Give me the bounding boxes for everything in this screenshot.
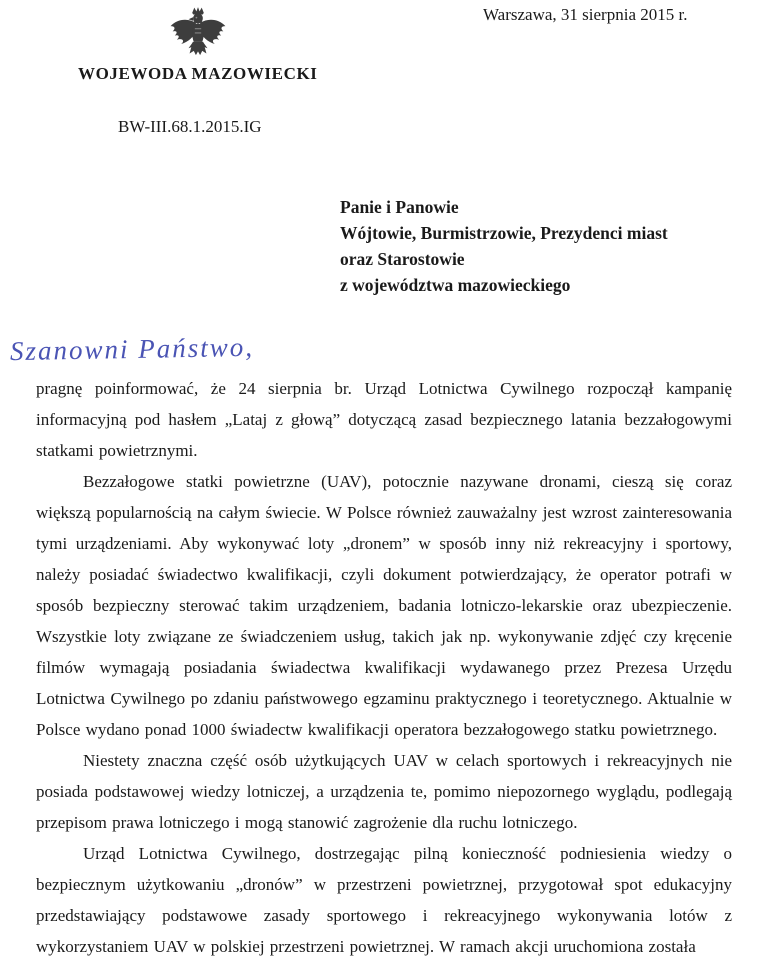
sender-title: WOJEWODA MAZOWIECKI <box>78 64 318 83</box>
recipient-line: Wójtowie, Burmistrzowie, Prezydenci miast <box>340 223 668 243</box>
body-paragraph: pragnę poinformować, że 24 sierpnia br. Urząd Lotnictwa Cywilnego rozpoczął kampanię informacyjną pod hasłem „Lataj z głową” dotyczącą zasad bezpiecznego latania bezzałogowymi statkami powietrznymi. <box>36 379 732 460</box>
body-paragraph: Niestety znaczna część osób użytkujących UAV w celach sportowych i rekreacyjnych nie posiada podstawowej wiedzy lotniczej, a urządzenia te, pomimo niepozornego wyglądu, podlegają przepisom prawa lotniczego i mogą stanowić zagrożenie dla ruchu lotniczego. <box>36 751 732 832</box>
body-paragraph: Bezzałogowe statki powietrzne (UAV), potocznie nazywane dronami, cieszą się coraz większą popularnością na całym świecie. W Polsce również zauważalny jest wzrost zainteresowania tymi urządzeniami. Aby wykonywać loty „dronem” w sposób inny niż rekreacyjny i sportowy, należy posiadać świadectwo kwalifikacji, czyli dokument potwierdzający, że operator potrafi w sposób bezpieczny sterować takim urządzeniem, badania lotniczo-lekarskie oraz ubezpieczenie. Wszystkie loty związane ze świadczeniem usług, takich jak np. wykonywanie zdjęć czy kręcenie filmów wymagają posiadania świadectwa kwalifikacji wydawanego przez Prezesa Urzędu Lotnictwa Cywilnego po zdaniu państwowego egzaminu praktycznego i teoretycznego. Aktualnie w Polsce wydano ponad 1000 świadectw kwalifikacji operatora bezzałogowego statku powietrznego. <box>36 472 732 739</box>
recipient-block <box>340 194 668 298</box>
body-paragraph: Urząd Lotnictwa Cywilnego, dostrzegając pilną konieczność podniesienia wiedzy o bezpiecznym użytkowaniu „dronów” w przestrzeni powietrznej, przygotował spot edukacyjny przedstawiający podstawowe zasady sportowego i rekreacyjnego wykonywania lotów z wykorzystaniem UAV w polskiej przestrzeni powietrznej. W ramach akcji uruchomiona została <box>36 844 732 956</box>
reference-number: BW-III.68.1.2015.IG <box>118 117 262 136</box>
handwritten-salutation: Szanowni Państwo, <box>9 331 255 367</box>
recipient-line: Panie i Panowie <box>340 197 459 217</box>
coat-of-arms-eagle-icon <box>163 5 233 63</box>
date-line: Warszawa, 31 sierpnia 2015 r. <box>483 5 688 24</box>
letter-body <box>36 373 732 962</box>
recipient-line: z województwa mazowieckiego <box>340 275 571 295</box>
recipient-line: oraz Starostowie <box>340 249 465 269</box>
